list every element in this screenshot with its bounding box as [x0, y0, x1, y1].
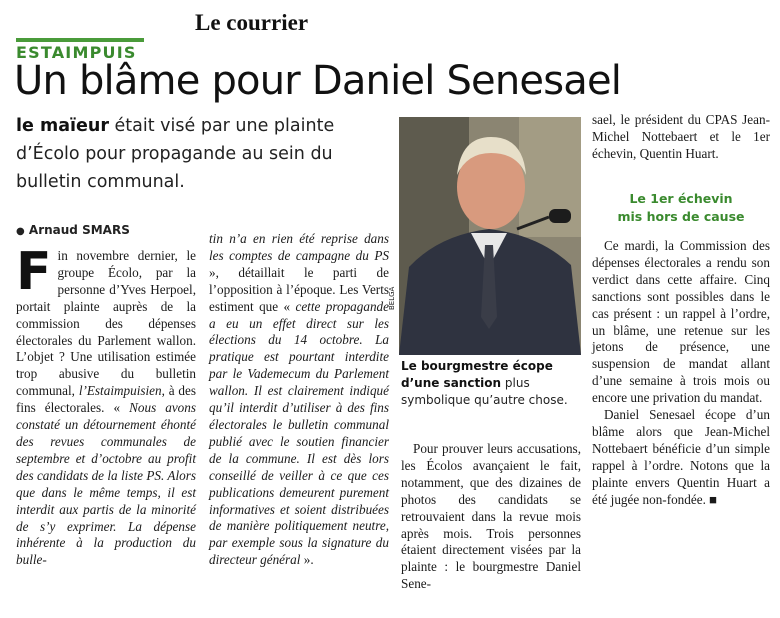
col4-paragraph-2: [592, 407, 770, 508]
lead-text: était visé par une plainte d’Écolo pour propagande au sein du bulletin communal.: [16, 116, 335, 192]
col1-bulletin-name: l’Estaimpuisien: [78, 383, 162, 399]
article-headline: Un blâme pour Daniel Senesael: [14, 58, 622, 104]
section-rubric: ESTAIMPUIS: [16, 38, 144, 62]
intertitle-line-1: Le 1er échevin: [629, 191, 733, 206]
author-name: Arnaud SMARS: [28, 223, 130, 237]
col4-paragraph-1: Ce mardi, la Commission des dépenses électorales a rendu son verdict dans cette affaire. Cinq sanctions sont possibles dans le cas présent : un rappel à l’ordre, un blâme, une retenue sur les jetons de présence, une suspension de mandat allant d’une semaine à trois mois ou encore une privation du mandat.: [592, 238, 770, 406]
body-column-4: [592, 112, 770, 163]
article-lead: [16, 112, 391, 196]
mayor-photo: [399, 117, 581, 355]
caption-text: plus symbolique qu’autre chose.: [401, 376, 568, 407]
col1-text-2: , à des fins électorales. «: [16, 383, 197, 416]
col2-end: ».: [300, 552, 314, 568]
intertitle-line-2: mis hors de cause: [617, 209, 745, 224]
col4-paragraph-2-text: Daniel Senesael écope d’un blâme alors que Jean-Michel Nottebaert bénéficie d’un simple rappel à l’ordre. Notons que la plainte envers Quentin Huart a été jugée non-fondée.: [592, 407, 770, 507]
photo-caption: [401, 358, 581, 409]
col1-quote: Nous avons constaté un détournement éhonté des revues communales de septembre et d’octobre au profit des candidats de la liste PS. Alors que dans le même temps, il est interdit aux partis de la minorité de s’y exprimer. La dépense inhérente à la production du bulle-: [16, 400, 196, 568]
caption-emphasis: Le bourgmestre écope d’une sanction: [401, 359, 553, 390]
end-mark-icon: ■: [709, 491, 718, 507]
body-column-1: [16, 242, 197, 569]
photo-credit: BELGA: [388, 286, 396, 310]
col2-quote: tin n’a en rien été reprise dans les comptes de campagne du PS: [209, 231, 389, 263]
col2-text: », détaillait le parti de l’opposition à l’époque. Les Verts estiment que «: [209, 264, 389, 314]
drop-cap: F: [16, 242, 52, 302]
intertitle: [592, 190, 770, 226]
lead-emphasis: le maïeur: [16, 116, 109, 136]
body-column-2: [209, 231, 389, 569]
col2-quote-2: cette propagande a eu un effet direct sur les élections du 14 octobre. La pratique est pourtant interdite par le Vademecum du Parlement wallon. Il est clairement indiqué qu’il interdit d’utiliser à des fins électorales le bulletin communal publié avec le soutien financier de la commune. Il est dès lors conseillé de veiller à ce que ces publications demeurent purement informatives et soient distribuées de manière politiquement neutre, par exemple sous la signature du directeur général: [209, 298, 389, 568]
body-column-4-bottom: [592, 238, 770, 509]
body-column-3: Pour prouver leurs accusations, les Écolos avançaient le fait, notamment, que des dizaines de photos des candidats se retrouvaient dans la revue mois après mois. Trois personnes étaient directement visées par la plainte : le bourgmestre Daniel Sene-: [401, 441, 581, 592]
col1-text: in novembre dernier, le groupe Écolo, par la personne d’Yves Herpoel, portait plainte auprès de la commission des dépenses électorales du Parlement wallon. L’objet ? Une utilisation estimée trop abusive du bulletin communal,: [16, 248, 196, 399]
mayor-photo-illustration: [399, 117, 581, 355]
newspaper-source: Le courrier: [195, 10, 309, 35]
bullet-icon: ●: [16, 226, 25, 237]
col4-top-text: sael, le président du CPAS Jean-Michel Nottebaert et le 1er échevin, Quentin Huart.: [592, 112, 770, 161]
byline: [16, 223, 130, 237]
